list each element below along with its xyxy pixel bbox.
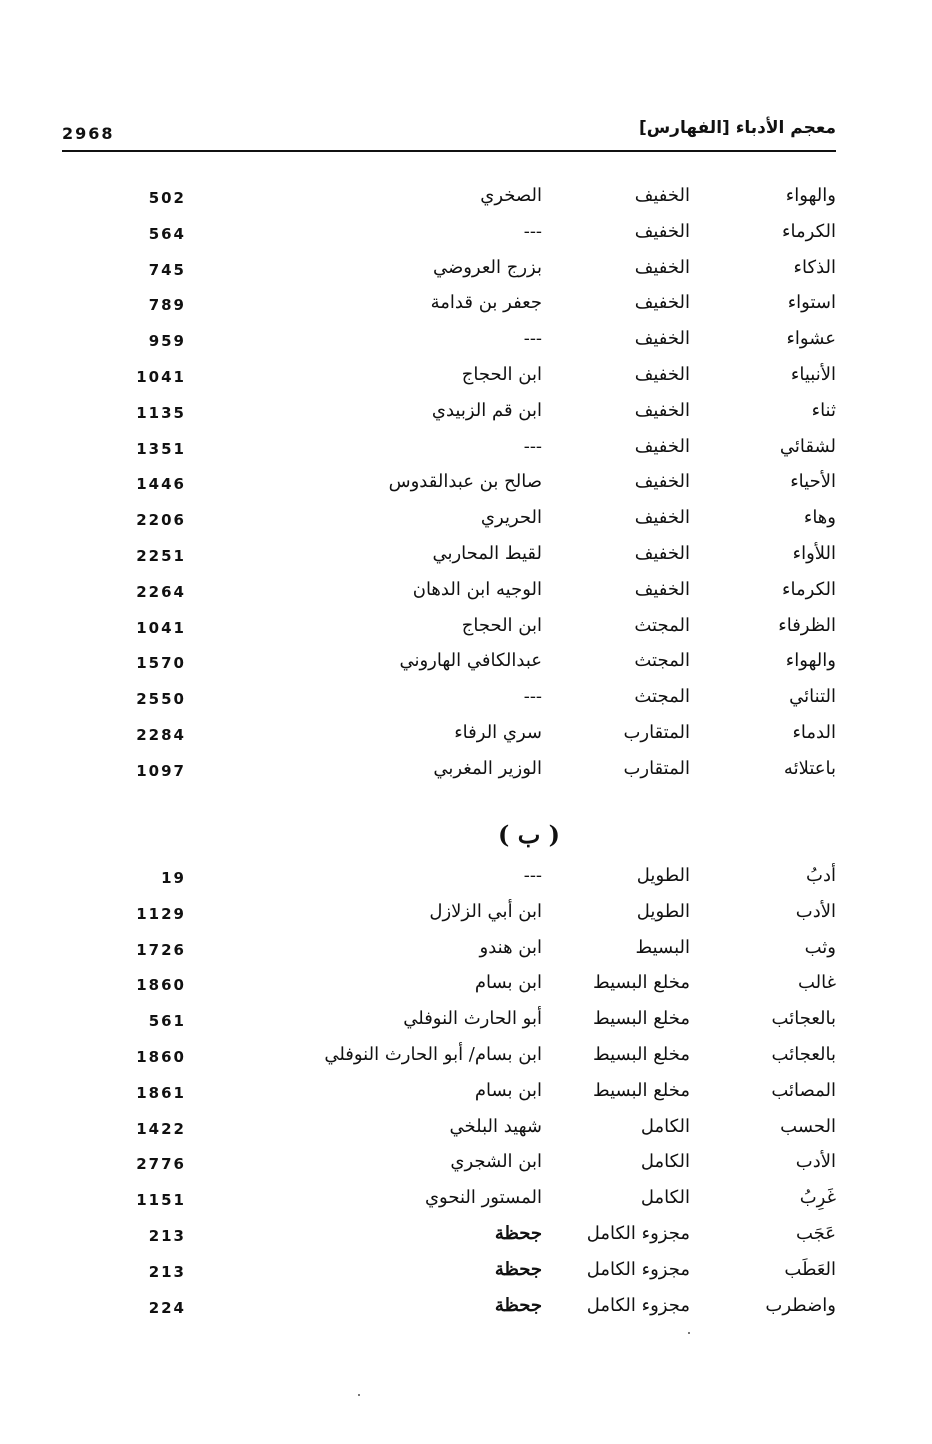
page-reference: 213: [148, 1226, 186, 1245]
rhyme-word: اللأواء: [792, 542, 836, 564]
rhyme-word: بالعجائب: [771, 1043, 836, 1065]
page-reference: 1041: [136, 618, 186, 637]
meter-name: المجتث: [634, 650, 690, 672]
page-reference: 1860: [136, 1047, 186, 1066]
index-row: [0, 649, 932, 685]
rhyme-word: لشقائي: [779, 435, 836, 457]
page-reference: 561: [148, 1012, 186, 1031]
rhyme-word: عَجَب: [795, 1222, 836, 1244]
rhyme-word: الدماء: [792, 721, 836, 743]
rhyme-word: الأنبياء: [790, 363, 836, 385]
page-reference: 213: [148, 1262, 186, 1281]
meter-name: الخفيف: [634, 363, 690, 385]
poet-name: ابن الحجاج: [461, 363, 542, 385]
poet-name: ابن بسام: [474, 1079, 542, 1101]
index-row: [0, 578, 932, 614]
page-reference: 1861: [136, 1083, 186, 1102]
index-row: [0, 363, 932, 399]
meter-name: الخفيف: [634, 220, 690, 242]
rhyme-word: العَطَب: [784, 1258, 836, 1280]
rhyme-word: والهواء: [785, 185, 836, 206]
rhyme-word: الكرماء: [782, 220, 836, 242]
meter-name: الخفيف: [634, 292, 690, 314]
meter-name: مخلع البسيط: [592, 1079, 690, 1101]
poet-name: الحريري: [480, 507, 542, 529]
index-row: [0, 470, 932, 506]
poet-name: ابن أبي الزلازل: [429, 900, 542, 922]
page-reference: 959: [148, 332, 186, 351]
index-row: [0, 399, 932, 435]
poet-name: الصخري: [480, 185, 542, 206]
index-row: [0, 542, 932, 578]
meter-name: المجتث: [634, 614, 690, 636]
meter-name: الطويل: [636, 900, 690, 922]
meter-name: الخفيف: [634, 185, 690, 206]
page-header: [62, 118, 836, 150]
page-reference: 789: [148, 296, 186, 315]
meter-name: مخلع البسيط: [592, 1043, 690, 1065]
letter-heading: ( ب ): [497, 820, 560, 849]
meter-name: الخفيف: [634, 399, 690, 421]
scan-speck: [358, 1394, 360, 1396]
page-reference: 1570: [136, 654, 186, 673]
index-row: [0, 291, 932, 327]
index-row: [0, 1186, 932, 1222]
index-row: [0, 256, 932, 292]
page-reference: 1422: [136, 1119, 186, 1138]
index-row: [0, 1007, 932, 1043]
page-reference: 1446: [136, 475, 186, 494]
meter-name: مجزوء الكامل: [586, 1258, 690, 1280]
poet-name: شهيد البلخي: [449, 1115, 542, 1137]
index-row: [0, 936, 932, 972]
meter-name: البسيط: [635, 936, 690, 958]
poet-name: ابن الشجري: [450, 1151, 542, 1173]
index-row: [0, 614, 932, 650]
meter-name: الخفيف: [634, 578, 690, 600]
page-reference: 2776: [136, 1155, 186, 1174]
running-title: معجم الأدباء [الفهارس]: [638, 118, 836, 138]
index-row: [0, 971, 932, 1007]
index-row: [0, 900, 932, 936]
poet-name: ابن هندو: [479, 936, 542, 958]
meter-name: الكامل: [640, 1115, 690, 1137]
poet-name: ---: [523, 328, 542, 350]
index-row: [0, 1115, 932, 1151]
index-row: [0, 184, 932, 220]
meter-name: مخلع البسيط: [592, 972, 690, 994]
poet-name: بزرج العروضي: [432, 256, 542, 278]
rhyme-word: الذكاء: [793, 256, 836, 278]
poet-name: جحظة: [494, 1222, 542, 1244]
page-reference: 2251: [136, 546, 186, 565]
meter-name: الخفيف: [634, 435, 690, 457]
rhyme-word: الكرماء: [782, 578, 836, 600]
page-reference: 745: [148, 260, 186, 279]
poet-name: جعفر بن قدامة: [430, 292, 542, 314]
index-row: [0, 685, 932, 721]
page-reference: 2284: [136, 725, 186, 744]
index-row: [0, 327, 932, 363]
index-row: [0, 1294, 932, 1330]
rhyme-word: استواء: [787, 292, 836, 314]
rhyme-word: المصائب: [771, 1079, 836, 1101]
rhyme-word: واضطرب: [765, 1294, 836, 1316]
rhyme-word: الأدب: [795, 900, 836, 922]
index-row: [0, 1258, 932, 1294]
index-row: [0, 1150, 932, 1186]
poet-name: ---: [523, 686, 542, 708]
poet-name: ---: [523, 220, 542, 242]
poet-name: ابن بسام: [474, 972, 542, 994]
index-row: [0, 721, 932, 757]
index-row: [0, 757, 932, 793]
meter-name: مجزوء الكامل: [586, 1294, 690, 1316]
index-row: [0, 506, 932, 542]
rhyme-word: والهواء: [785, 650, 836, 672]
poet-name: الوزير المغربي: [433, 757, 542, 779]
meter-name: الخفيف: [634, 507, 690, 529]
poet-name: ---: [523, 435, 542, 457]
page-reference: 1726: [136, 940, 186, 959]
index-row: [0, 435, 932, 471]
header-rule: [62, 150, 836, 152]
meter-name: المتقارب: [623, 757, 690, 779]
rhyme-word: غَرِبُ: [799, 1187, 836, 1209]
page-reference: 1135: [136, 403, 186, 422]
index-section-ba: [0, 864, 932, 1329]
poet-name: المستور النحوي: [424, 1187, 542, 1209]
page-reference: 2206: [136, 511, 186, 530]
page-reference: 1041: [136, 367, 186, 386]
poet-name: جحظة: [494, 1294, 542, 1316]
meter-name: الخفيف: [634, 328, 690, 350]
page-reference: 502: [148, 189, 186, 207]
poet-name: ---: [523, 865, 542, 886]
meter-name: مجزوء الكامل: [586, 1222, 690, 1244]
poet-name: أبو الحارث النوفلي: [403, 1008, 542, 1030]
rhyme-word: التنائي: [789, 686, 836, 708]
rhyme-word: عشواء: [786, 328, 836, 350]
rhyme-word: أدبُ: [806, 865, 836, 886]
meter-name: مخلع البسيط: [592, 1008, 690, 1030]
poet-name: ابن الحجاج: [461, 614, 542, 636]
rhyme-word: الحسب: [780, 1115, 836, 1137]
rhyme-word: وهاء: [803, 507, 836, 529]
poet-name: لقيط المحاربي: [432, 542, 542, 564]
rhyme-word: غالب: [797, 972, 836, 994]
poet-name: سري الرفاء: [454, 721, 542, 743]
page-reference: 224: [148, 1298, 186, 1317]
meter-name: الخفيف: [634, 471, 690, 493]
page-reference: 564: [148, 224, 186, 243]
index-row: [0, 1043, 932, 1079]
rhyme-word: بالعجائب: [771, 1008, 836, 1030]
page-reference: 1129: [136, 904, 186, 923]
page-number: 2968: [62, 124, 115, 143]
poet-name: ابن قم الزبيدي: [431, 399, 542, 421]
index-row: [0, 1079, 932, 1115]
rhyme-word: باعتلائه: [783, 757, 836, 779]
index-row: [0, 220, 932, 256]
meter-name: الخفيف: [634, 542, 690, 564]
meter-name: الكامل: [640, 1151, 690, 1173]
page-reference: 1151: [136, 1191, 186, 1210]
page-reference: 2264: [136, 582, 186, 601]
rhyme-word: الأدب: [795, 1151, 836, 1173]
rhyme-word: الظرفاء: [778, 614, 836, 636]
rhyme-word: وثب: [804, 936, 836, 958]
meter-name: الطويل: [636, 865, 690, 886]
meter-name: الكامل: [640, 1187, 690, 1209]
meter-name: الخفيف: [634, 256, 690, 278]
poet-name: الوجيه ابن الدهان: [412, 578, 542, 600]
page-reference: 1351: [136, 439, 186, 458]
scan-speck: [688, 1332, 690, 1334]
meter-name: المتقارب: [623, 721, 690, 743]
page-reference: 1097: [136, 761, 186, 780]
poet-name: ابن بسام/ أبو الحارث النوفلي: [324, 1043, 542, 1065]
rhyme-word: الأحياء: [790, 471, 836, 493]
index-row: [0, 864, 932, 900]
page-reference: 1860: [136, 976, 186, 995]
index-section-hamza: [0, 184, 932, 793]
meter-name: المجتث: [634, 686, 690, 708]
rhyme-word: ثناء: [811, 399, 836, 421]
page-reference: 2550: [136, 690, 186, 709]
poet-name: صالح بن عبدالقدوس: [388, 471, 542, 493]
index-row: [0, 1222, 932, 1258]
poet-name: عبدالكافي الهاروني: [399, 650, 542, 672]
page-reference: 19: [161, 869, 186, 887]
poet-name: جحظة: [494, 1258, 542, 1280]
